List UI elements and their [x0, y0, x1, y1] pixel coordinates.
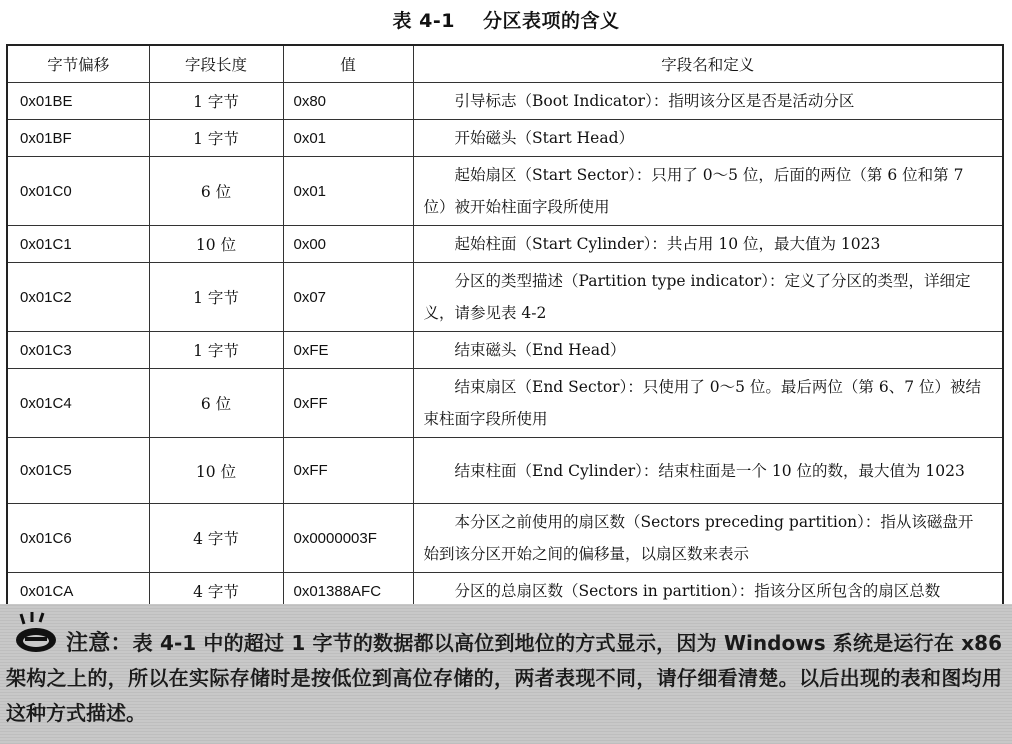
table-caption [0, 6, 1012, 36]
note-text [6, 626, 1002, 731]
definition-text: 结束磁头（End Head） [454, 341, 626, 359]
caption-number: 表 4-1 [392, 10, 455, 32]
length-cell: 1 字节 [149, 263, 283, 332]
length-cell: 6 位 [149, 157, 283, 226]
header-offset: 字节偏移 [7, 45, 149, 83]
value-cell: 0x01388AFC [283, 573, 413, 611]
length-cell: 4 字节 [149, 504, 283, 573]
table-row [7, 263, 1003, 332]
table-row [7, 369, 1003, 438]
table-header-row [7, 45, 1003, 83]
table-row [7, 157, 1003, 226]
definition-cell [413, 226, 1003, 263]
offset-cell: 0x01BE [7, 83, 149, 120]
header-length: 字段长度 [149, 45, 283, 83]
value-cell: 0x0000003F [283, 504, 413, 573]
definition-text: 本分区之前使用的扇区数（Sectors preceding partition）：指从该磁盘开始到该分区开始之间的偏移量，以扇区数来表示 [423, 513, 974, 563]
definition-text: 分区的总扇区数（Sectors in partition）：指该分区所包含的扇区总数 [454, 582, 941, 600]
length-cell: 4 字节 [149, 573, 283, 611]
definition-cell [413, 157, 1003, 226]
value-cell: 0x00 [283, 226, 413, 263]
length-cell: 10 位 [149, 438, 283, 504]
definition-cell [413, 83, 1003, 120]
definition-text: 起始柱面（Start Cylinder）：共占用 10 位，最大值为 1023 [454, 235, 881, 253]
definition-text: 开始磁头（Start Head） [454, 129, 635, 147]
partition-table [6, 44, 1004, 611]
definition-text: 分区的类型描述（Partition type indicator）：定义了分区的类型，详细定义，请参见表 4-2 [423, 272, 971, 322]
length-cell: 1 字节 [149, 83, 283, 120]
note-body: 表 4-1 中的超过 1 字节的数据都以高位到地位的方式显示，因为 Windows 系统是运行在 x86 架构之上的，所以在实际存储时是按低位到高位存储的，两者表现不同，请仔细看清楚。以后出现的表和图均用这种方式描述。 [6, 631, 1002, 725]
value-cell: 0xFE [283, 332, 413, 369]
offset-cell: 0x01C3 [7, 332, 149, 369]
definition-text: 起始扇区（Start Sector）：只用了 0～5 位，后面的两位（第 6 位和第 7 位）被开始柱面字段所使用 [423, 166, 964, 216]
length-cell: 10 位 [149, 226, 283, 263]
value-cell: 0x07 [283, 263, 413, 332]
offset-cell: 0x01C1 [7, 226, 149, 263]
table-row [7, 83, 1003, 120]
header-value: 值 [283, 45, 413, 83]
note-label: 注意： [66, 631, 133, 656]
value-cell: 0x01 [283, 120, 413, 157]
definition-text: 引导标志（Boot Indicator）：指明该分区是否是活动分区 [454, 92, 855, 110]
offset-cell: 0x01C5 [7, 438, 149, 504]
value-cell: 0xFF [283, 438, 413, 504]
length-cell: 6 位 [149, 369, 283, 438]
definition-cell [413, 263, 1003, 332]
definition-cell [413, 120, 1003, 157]
offset-cell: 0x01C6 [7, 504, 149, 573]
table-row [7, 504, 1003, 573]
definition-cell [413, 504, 1003, 573]
length-cell: 1 字节 [149, 332, 283, 369]
value-cell: 0xFF [283, 369, 413, 438]
note-box [0, 604, 1012, 744]
offset-cell: 0x01C4 [7, 369, 149, 438]
header-definition: 字段名和定义 [413, 45, 1003, 83]
offset-cell: 0x01C0 [7, 157, 149, 226]
definition-cell [413, 369, 1003, 438]
definition-cell [413, 332, 1003, 369]
offset-cell: 0x01C2 [7, 263, 149, 332]
definition-text: 结束柱面（End Cylinder）：结束柱面是一个 10 位的数，最大值为 1023 [454, 461, 965, 480]
table-row [7, 226, 1003, 263]
definition-cell [413, 438, 1003, 504]
value-cell: 0x80 [283, 83, 413, 120]
table-row [7, 438, 1003, 504]
caption-title: 分区表项的含义 [482, 10, 620, 32]
length-cell: 1 字节 [149, 120, 283, 157]
table-row [7, 120, 1003, 157]
offset-cell: 0x01CA [7, 573, 149, 611]
offset-cell: 0x01BF [7, 120, 149, 157]
value-cell: 0x01 [283, 157, 413, 226]
table-row [7, 332, 1003, 369]
definition-text: 结束扇区（End Sector）：只使用了 0～5 位。最后两位（第 6、7 位）被结束柱面字段所使用 [423, 378, 981, 428]
